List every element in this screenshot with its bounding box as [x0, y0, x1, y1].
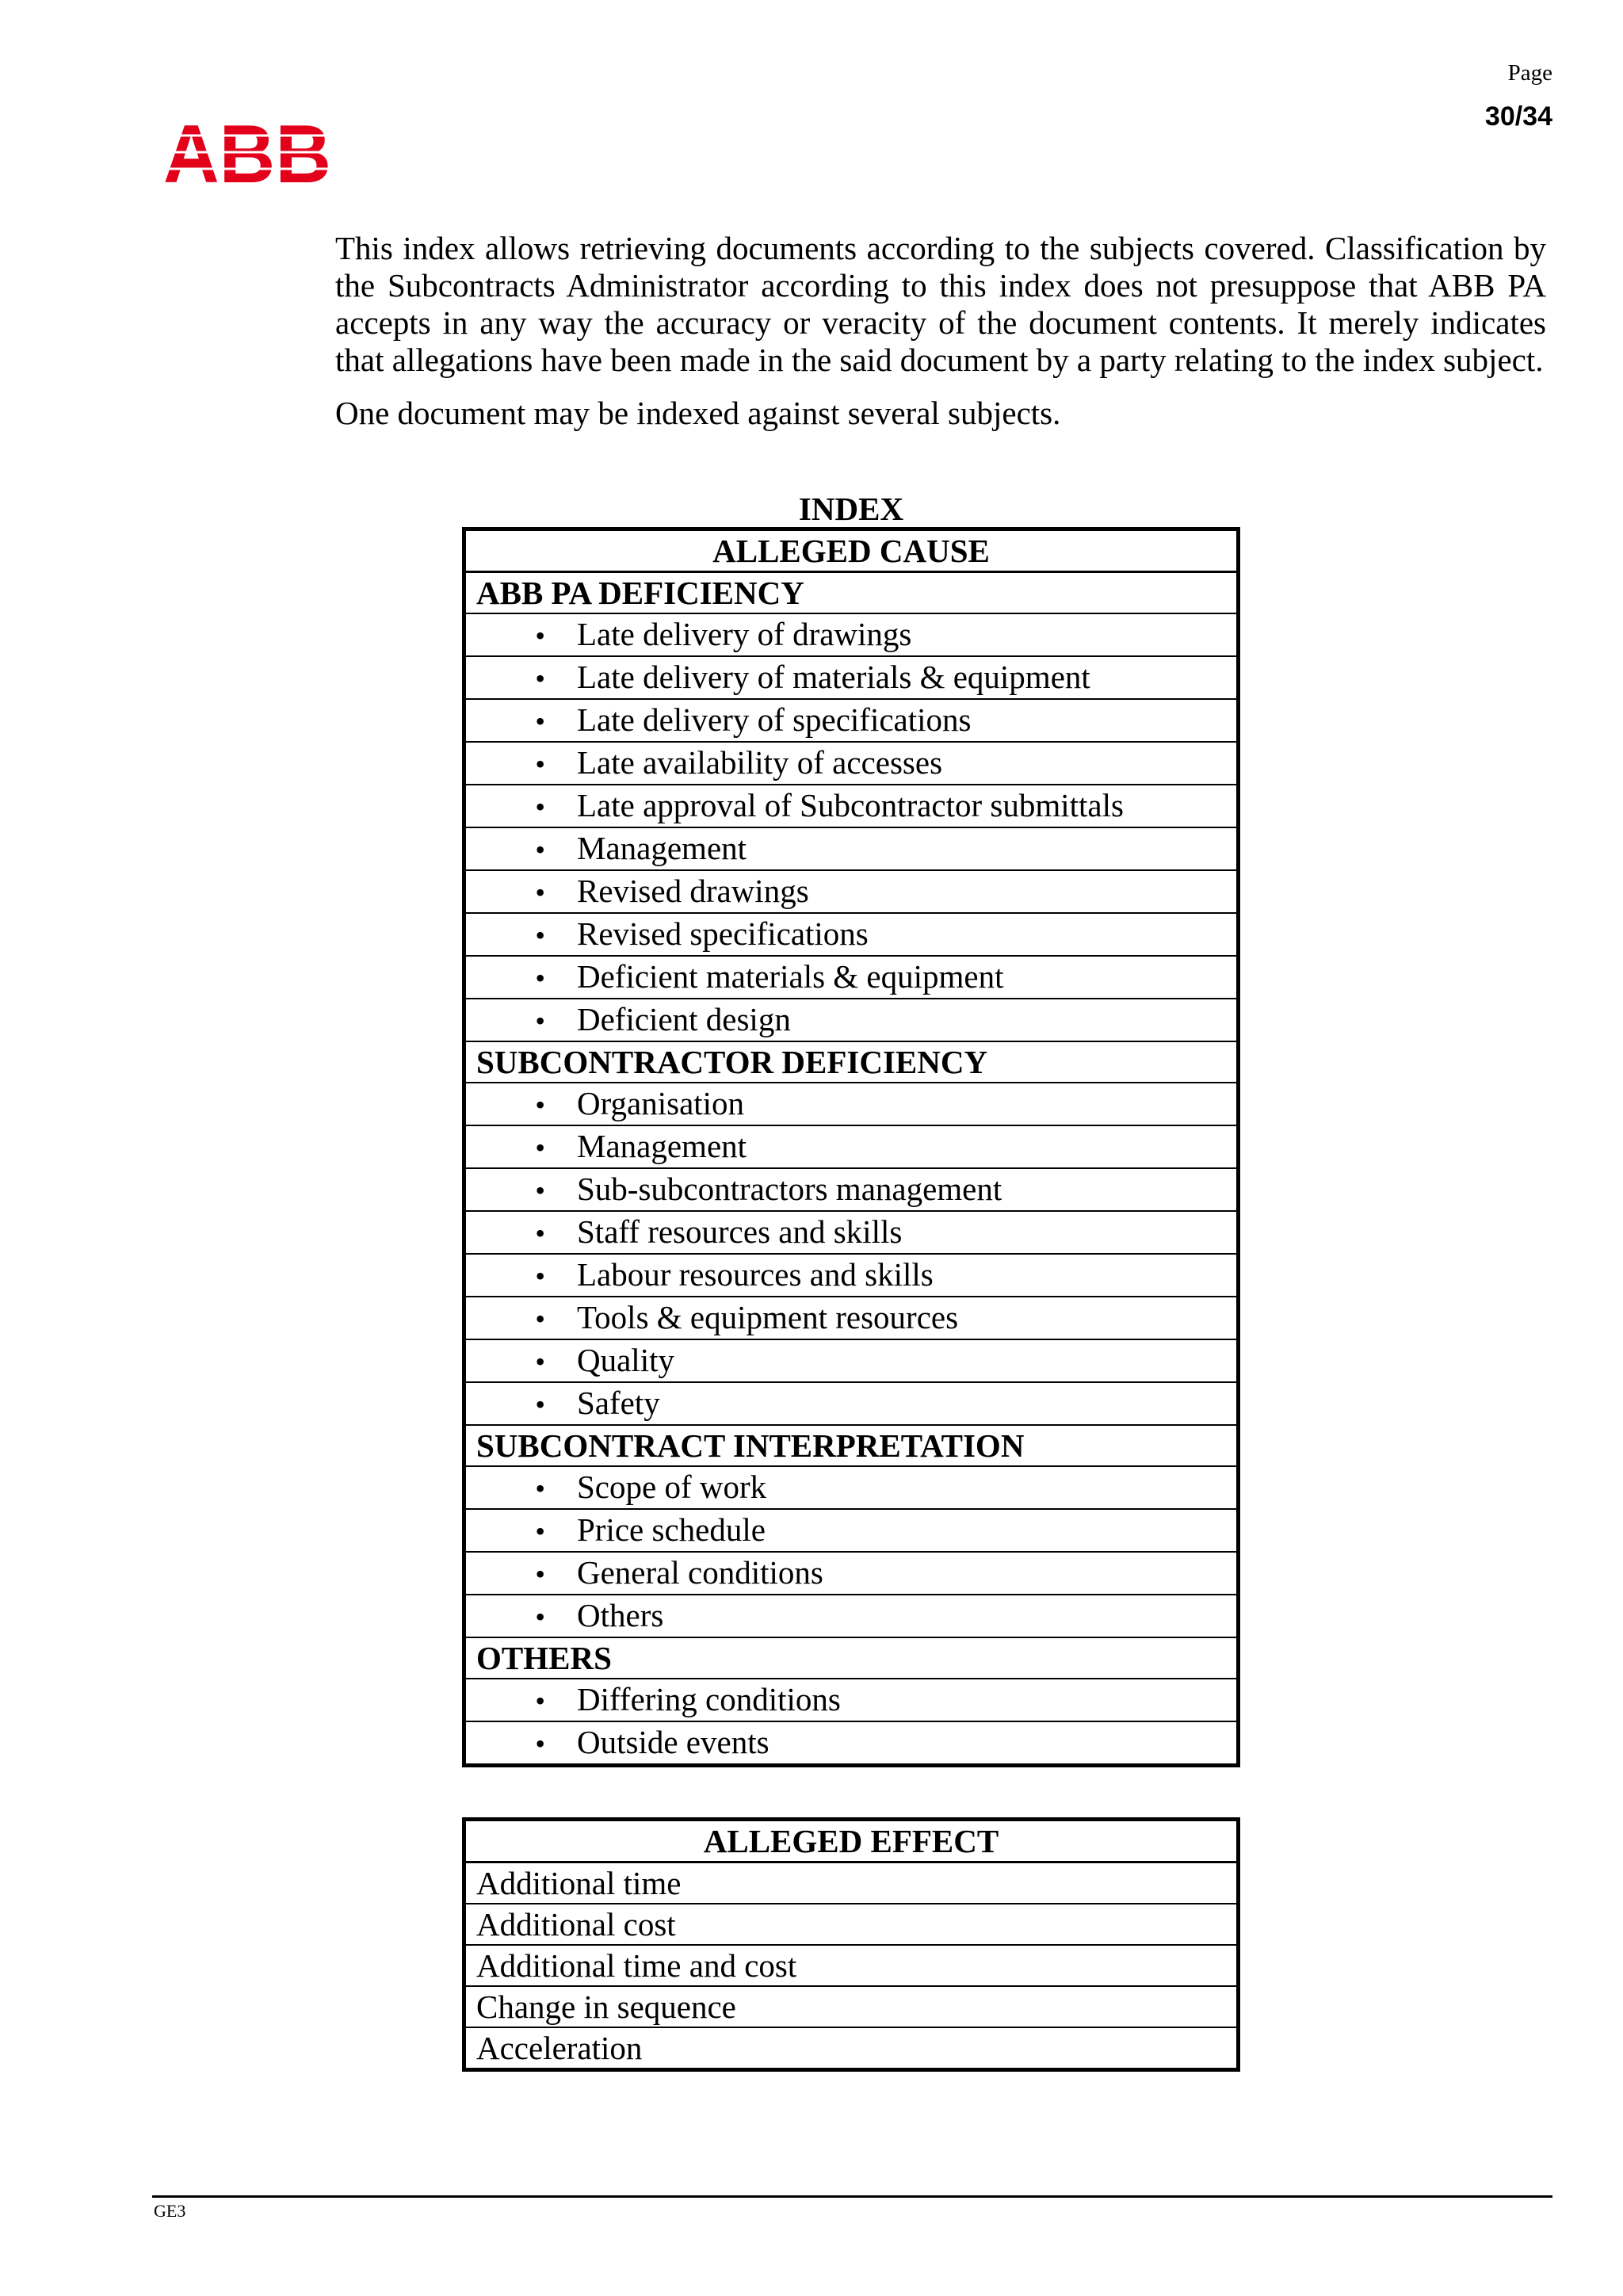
bullet-icon: • — [535, 1558, 545, 1590]
list-item-label: Labour resources and skills — [577, 1256, 934, 1293]
category-row — [464, 572, 1239, 614]
list-item — [464, 956, 1239, 999]
list-item-label: Quality — [577, 1342, 674, 1378]
category-label: SUBCONTRACT INTERPRETATION — [464, 1425, 1239, 1466]
list-item-label: Management — [577, 1128, 747, 1164]
page-label: Page — [1507, 60, 1552, 86]
intro-paragraph: This index allows retrieving documents according to the subjects covered. Classification by the Subcontracts Administrator according to this index does not presuppose that ABB PA accepts in any way the accuracy or veracity of the document contents. It merely indicates that allegations have been made in the said document by a party relating to the index subject. — [335, 230, 1546, 378]
bullet-icon: • — [535, 1685, 545, 1717]
bullet-icon: • — [535, 1728, 545, 1759]
list-item — [464, 1595, 1239, 1637]
alleged-effect-header: ALLEGED EFFECT — [464, 1820, 1239, 1862]
bullet-icon: • — [535, 663, 545, 694]
list-item-label: Tools & equipment resources — [577, 1299, 959, 1335]
bullet-icon: • — [535, 1389, 545, 1420]
list-item — [464, 699, 1239, 742]
svg-text:ABB: ABB — [163, 119, 331, 185]
bullet-icon: • — [535, 1303, 545, 1335]
category-row — [464, 1425, 1239, 1466]
list-item — [464, 1254, 1239, 1297]
list-item-label: Late availability of accesses — [577, 744, 943, 781]
table-row — [464, 1945, 1239, 1986]
bullet-icon: • — [535, 1089, 545, 1121]
category-label: SUBCONTRACTOR DEFICIENCY — [464, 1041, 1239, 1083]
effect-label: Acceleration — [464, 2027, 1239, 2070]
bullet-icon: • — [535, 962, 545, 994]
list-item — [464, 913, 1239, 956]
list-item — [464, 1297, 1239, 1339]
list-item-label: Deficient design — [577, 1001, 791, 1037]
bullet-icon: • — [535, 919, 545, 951]
intro-text — [335, 230, 1546, 448]
list-item — [464, 1339, 1239, 1382]
list-item — [464, 827, 1239, 870]
list-item — [464, 1211, 1239, 1254]
bullet-icon: • — [535, 1515, 545, 1547]
list-item-label: Organisation — [577, 1085, 745, 1121]
bullet-icon: • — [535, 791, 545, 823]
list-item — [464, 656, 1239, 699]
list-item-label: Late delivery of materials & equipment — [577, 659, 1090, 695]
category-row — [464, 1637, 1239, 1679]
table-row — [464, 1904, 1239, 1945]
list-item-label: Others — [577, 1597, 664, 1633]
list-item — [464, 785, 1239, 827]
table-row — [464, 1862, 1239, 1904]
list-item-label: Deficient materials & equipment — [577, 958, 1004, 995]
bullet-icon: • — [535, 705, 545, 737]
list-item-label: Sub-subcontractors management — [577, 1171, 1002, 1207]
list-item-label: Staff resources and skills — [577, 1213, 903, 1250]
category-label: OTHERS — [464, 1637, 1239, 1679]
list-item — [464, 999, 1239, 1041]
list-item-label: Late delivery of drawings — [577, 616, 912, 652]
bullet-icon: • — [535, 1132, 545, 1163]
list-item — [464, 1552, 1239, 1595]
category-row — [464, 1041, 1239, 1083]
list-item — [464, 613, 1239, 656]
bullet-icon: • — [535, 1346, 545, 1377]
alleged-cause-table — [462, 527, 1240, 1767]
bullet-icon: • — [535, 620, 545, 651]
page-number: 30/34 — [1484, 101, 1552, 132]
category-label: ABB PA DEFICIENCY — [464, 572, 1239, 614]
bullet-icon: • — [535, 748, 545, 780]
bullet-icon: • — [535, 1005, 545, 1037]
list-item — [464, 870, 1239, 913]
list-item-label: Revised specifications — [577, 915, 869, 952]
table-header-row — [464, 1820, 1239, 1862]
list-item-label: Price schedule — [577, 1511, 766, 1548]
list-item — [464, 1168, 1239, 1211]
list-item — [464, 1509, 1239, 1552]
list-item — [464, 1721, 1239, 1766]
list-item — [464, 1125, 1239, 1168]
list-item-label: General conditions — [577, 1554, 823, 1591]
list-item-label: Scope of work — [577, 1469, 767, 1505]
list-item — [464, 1382, 1239, 1425]
effect-label: Additional time — [464, 1862, 1239, 1904]
list-item-label: Management — [577, 830, 747, 866]
alleged-cause-header: ALLEGED CAUSE — [464, 529, 1239, 572]
list-item-label: Safety — [577, 1385, 660, 1421]
footer-divider — [152, 2195, 1552, 2198]
effect-label: Additional cost — [464, 1904, 1239, 1945]
bullet-icon: • — [535, 877, 545, 908]
list-item — [464, 1679, 1239, 1721]
index-title: INDEX — [798, 491, 904, 527]
intro-paragraph: One document may be indexed against several subjects. — [335, 395, 1061, 431]
bullet-icon: • — [535, 1175, 545, 1206]
bullet-icon: • — [535, 1601, 545, 1633]
table-row — [464, 1986, 1239, 2027]
footer-code: GE3 — [154, 2201, 186, 2221]
table-header-row — [464, 529, 1239, 572]
list-item — [464, 1083, 1239, 1125]
effect-label: Change in sequence — [464, 1986, 1239, 2027]
list-item-label: Revised drawings — [577, 873, 809, 909]
table-row — [464, 2027, 1239, 2070]
effect-label: Additional time and cost — [464, 1945, 1239, 1986]
abb-logo — [162, 119, 333, 185]
bullet-icon: • — [535, 1217, 545, 1249]
list-item — [464, 742, 1239, 785]
list-item-label: Outside events — [577, 1724, 769, 1760]
bullet-icon: • — [535, 834, 545, 865]
bullet-icon: • — [535, 1473, 545, 1504]
alleged-effect-table — [462, 1817, 1240, 2072]
list-item-label: Late approval of Subcontractor submittals — [577, 787, 1124, 823]
list-item-label: Late delivery of specifications — [577, 701, 972, 738]
list-item — [464, 1466, 1239, 1509]
bullet-icon: • — [535, 1260, 545, 1292]
list-item-label: Differing conditions — [577, 1681, 841, 1717]
